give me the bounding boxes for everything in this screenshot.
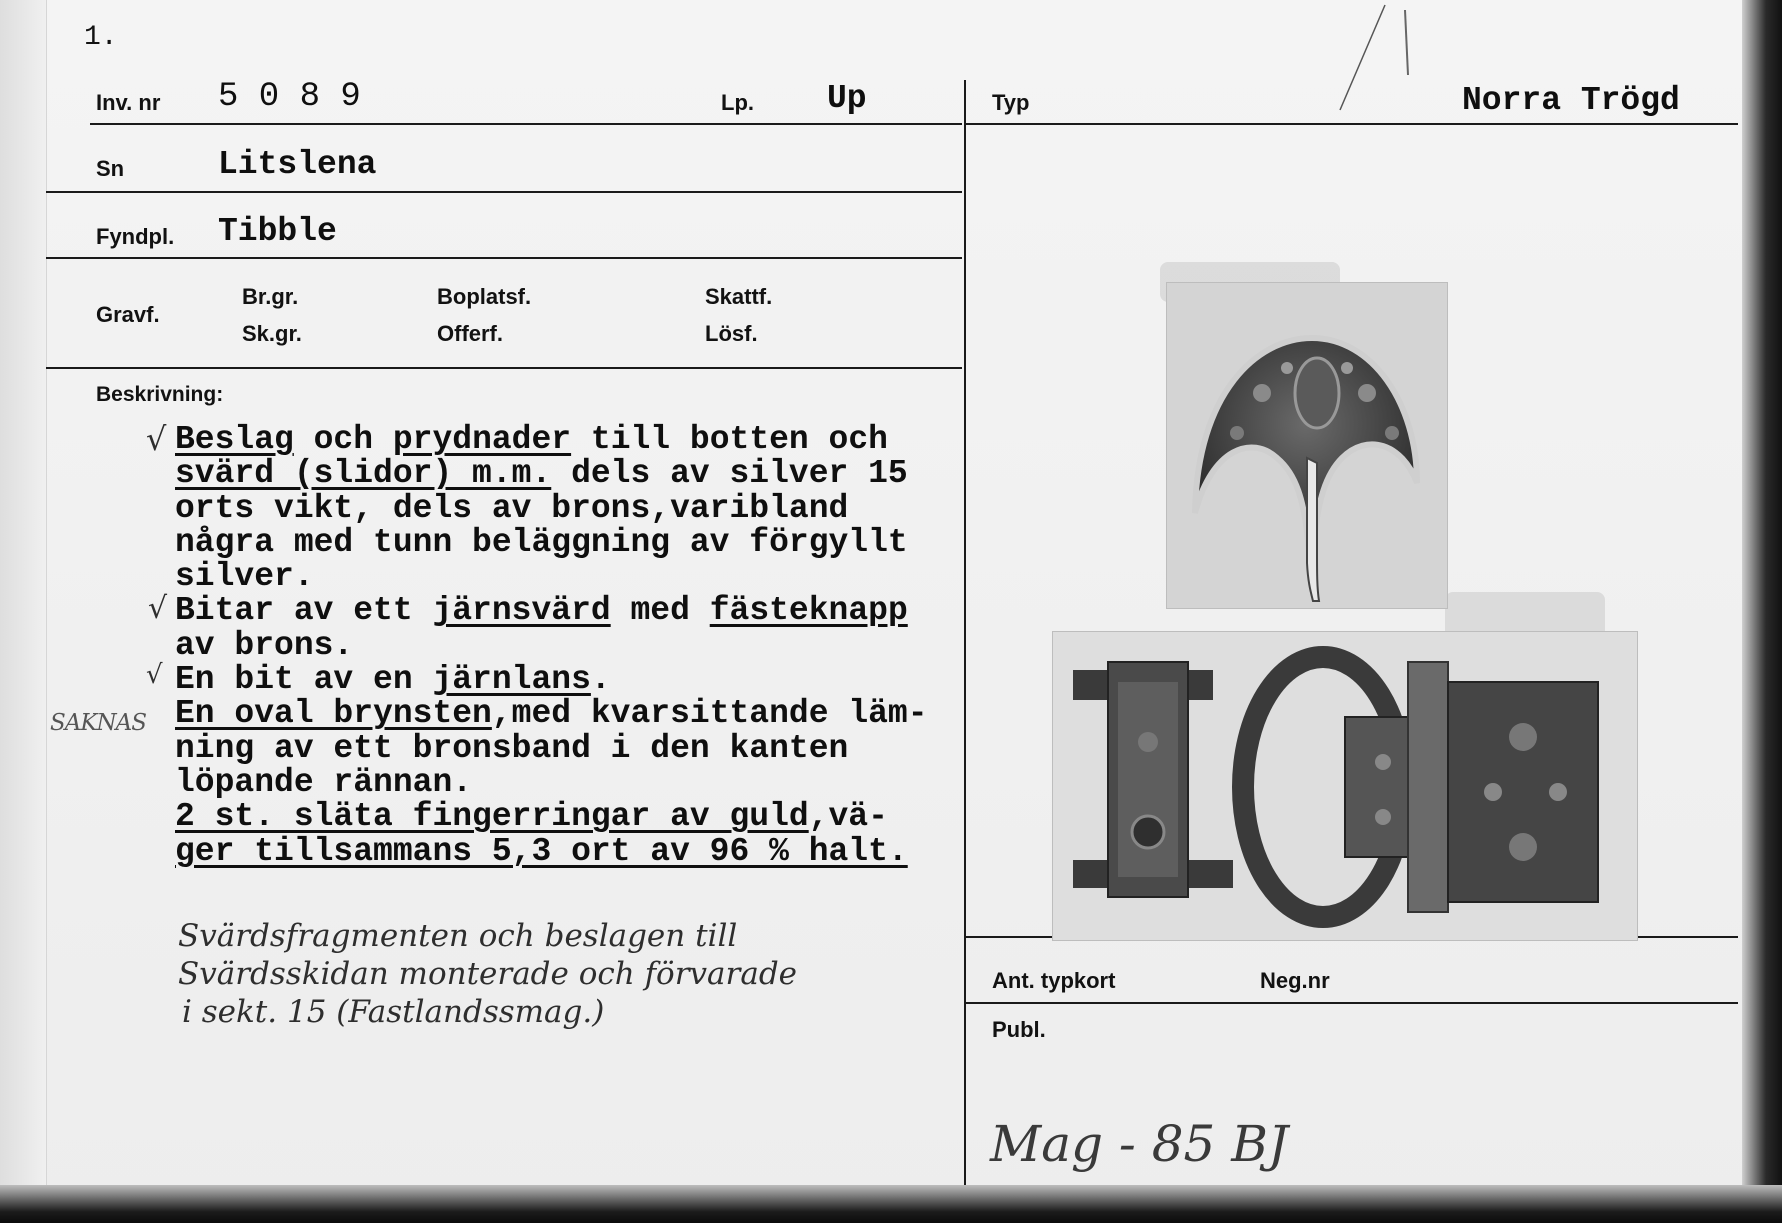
artifact-photo-buckle [1053, 632, 1637, 940]
skattf-label: Skattf. [705, 284, 773, 309]
mag-note: Mag - 85 BJ [990, 1115, 1288, 1173]
publ-label: Publ. [992, 1017, 1046, 1042]
rule-top [90, 123, 962, 125]
desc-fingerringar: 2 st. släta fingerringar av guld [175, 798, 809, 836]
lp-label: Lp. [721, 90, 754, 115]
rule-gravf [46, 367, 962, 369]
desc-text: med [610, 592, 710, 630]
check-mark-2: √ [148, 591, 168, 626]
desc-text: av brons. [175, 626, 354, 664]
card-bottom-edge [0, 1185, 1782, 1223]
card-number: 1. [84, 22, 118, 53]
typ-label: Typ [992, 90, 1030, 115]
desc-text: orts vikt, dels av brons,varibland [175, 489, 849, 527]
desc-word-beslag: Beslag [175, 421, 294, 458]
brgr-label: Br.gr. [242, 284, 299, 309]
check-mark-3: √ [146, 660, 163, 690]
desc-word-jarnlans: järnlans [432, 661, 591, 699]
sn-label: Sn [96, 156, 125, 181]
note-line-1: Svärdsfragmenten och beslagen till [178, 918, 738, 954]
desc-text: till botten och [571, 421, 888, 458]
negnr-label: Neg.nr [1260, 968, 1330, 993]
boplatsf-label: Boplatsf. [437, 284, 532, 309]
chape-illustration [1167, 283, 1447, 608]
desc-svard-slidor: svärd (slidor) m.m. [175, 455, 552, 493]
desc-text: löpande rännan. [175, 763, 473, 801]
card-left-shadow [0, 0, 47, 1223]
description-text [175, 423, 928, 869]
check-mark-1: √ [146, 420, 167, 458]
fyndpl-value: Tibble [218, 213, 337, 250]
saknas-note: SAKNAS [50, 710, 147, 736]
desc-text: ger tillsammans 5,3 ort av 96 % halt. [175, 832, 908, 870]
desc-text: ,med kvarsittande läm- [491, 695, 928, 733]
artifact-photo-chape [1167, 283, 1447, 608]
note-line-2: Svärdsskidan monterade och förvarade [178, 956, 798, 992]
beskrivning-label: Beskrivning: [96, 383, 224, 406]
desc-text: ning av ett bronsband i den kanten [175, 729, 849, 767]
sn-value: Litslena [218, 146, 377, 183]
desc-text: dels av silver 15 [551, 455, 908, 493]
desc-text: några med tunn beläggning av förgyllt [175, 523, 908, 561]
desc-text: ,vä- [808, 798, 888, 836]
lp-value: Up [827, 80, 867, 117]
rule-sn [46, 191, 962, 193]
desc-oval-brynsten: En oval brynsten [175, 695, 492, 733]
desc-word-fasteknapp: fästeknapp [709, 592, 908, 630]
desc-text: . [590, 661, 611, 699]
gravf-label: Gravf. [96, 302, 160, 327]
ant-typkort-label: Ant. typkort [992, 968, 1116, 993]
desc-text: silver. [175, 558, 314, 596]
pencil-marks [1330, 0, 1430, 120]
rule-top-right [966, 123, 1738, 125]
desc-word-prydnader: prydnader [392, 421, 572, 458]
offerf-label: Offerf. [437, 321, 503, 346]
rule-publ [966, 1002, 1738, 1004]
note-line-3: i sekt. 15 (Fastlandssmag.) [182, 994, 605, 1030]
inv-value: 5 0 8 9 [218, 78, 361, 116]
card-right-edge [1742, 0, 1782, 1223]
column-divider [964, 80, 966, 1185]
losf-label: Lösf. [705, 321, 758, 346]
buckle-illustration [1053, 632, 1637, 940]
desc-text: En bit av en [175, 661, 433, 699]
inv-label: Inv. nr [96, 90, 161, 115]
desc-word-jarnsvard: järnsvärd [432, 592, 611, 630]
typ-value: Norra Trögd [1462, 82, 1680, 119]
rule-fyndpl [46, 257, 962, 259]
desc-text: Bitar av ett [175, 592, 433, 630]
fyndpl-label: Fyndpl. [96, 224, 175, 249]
skgr-label: Sk.gr. [242, 321, 302, 346]
desc-text: och [293, 421, 393, 458]
